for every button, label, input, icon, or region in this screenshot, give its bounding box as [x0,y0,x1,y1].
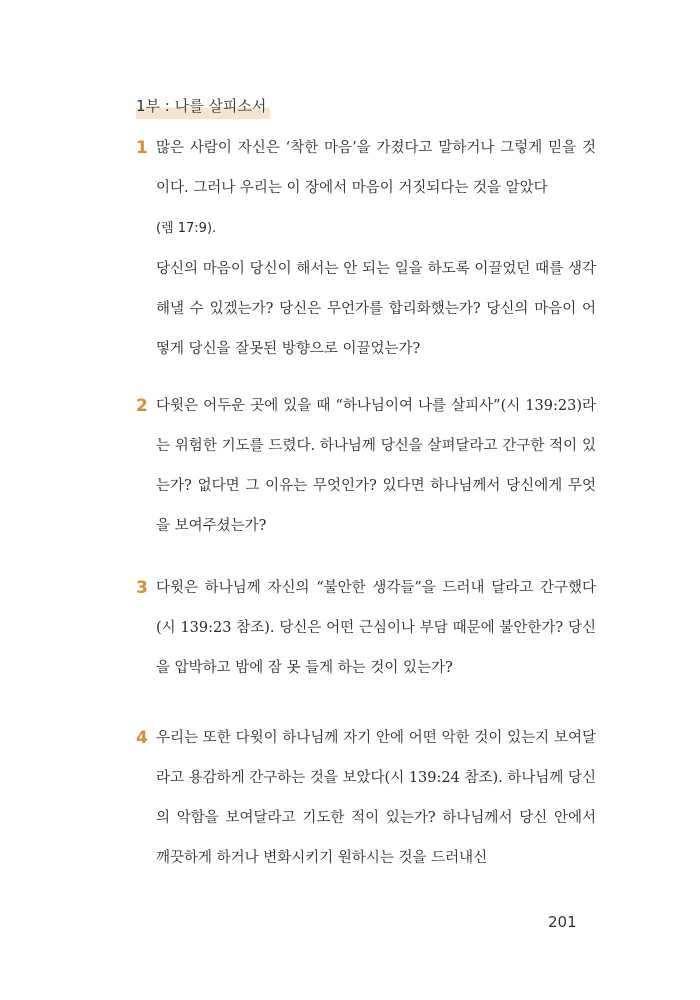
question-4 [136,718,596,878]
question-number: 4 [136,728,148,748]
question-paragraph: 당신의 마음이 당신이 해서는 안 되는 일을 하도록 이끌었던 때를 생각해낼 수 있겠는가? 당신은 무언가를 합리화했는가? 당신의 마음이 어떻게 당신을 잘못된 방향으로 이끌었는가? [156,261,596,357]
question-number: 3 [136,578,148,598]
question-paragraph: 다윗은 하나님께 자신의 “불안한 생각들”을 드러내 달라고 간구했다(시 139:23 참조). 당신은 어떤 근심이나 부담 때문에 불안한가? 당신을 압박하고 밤에 잠 못 들게 하는 것이 있는가? [156,580,596,676]
question-text [156,128,596,369]
section-header: 1부 : 나를 살피소서 [136,93,270,119]
question-text [156,386,596,546]
question-2 [136,386,596,546]
question-text [156,718,596,878]
question-paragraph: 많은 사람이 자신은 ‘착한 마음’을 가졌다고 말하거나 그렇게 믿을 것이다. 그러나 우리는 이 장에서 마음이 거짓되다는 것을 알았다 (렘 17:9). [156,140,596,236]
question-text [156,568,596,688]
question-paragraph: 우리는 또한 다윗이 하나님께 자기 안에 어떤 악한 것이 있는지 보여달라고 용감하게 간구하는 것을 보았다(시 139:24 참조). 하나님께 당신의 악함을 보여달라고 기도한 적이 있는가? 하나님께서 당신 안에서 깨끗하게 하거나 변화시키기 원하시는 것을 드러내신 [156,730,596,866]
question-number: 1 [136,138,148,158]
question-1 [136,128,596,369]
scripture-reference: (렘 17:9). [156,221,217,236]
page-number: 201 [548,913,577,931]
question-paragraph: 다윗은 어두운 곳에 있을 때 “하나님이여 나를 살피사”(시 139:23)라는 위험한 기도를 드렸다. 하나님께 당신을 살펴달라고 간구한 적이 있는가? 없다면 그 이유는 무엇인가? 있다면 하나님께서 당신에게 무엇을 보여주셨는가? [156,398,596,534]
question-number: 2 [136,396,148,416]
question-3 [136,568,596,688]
